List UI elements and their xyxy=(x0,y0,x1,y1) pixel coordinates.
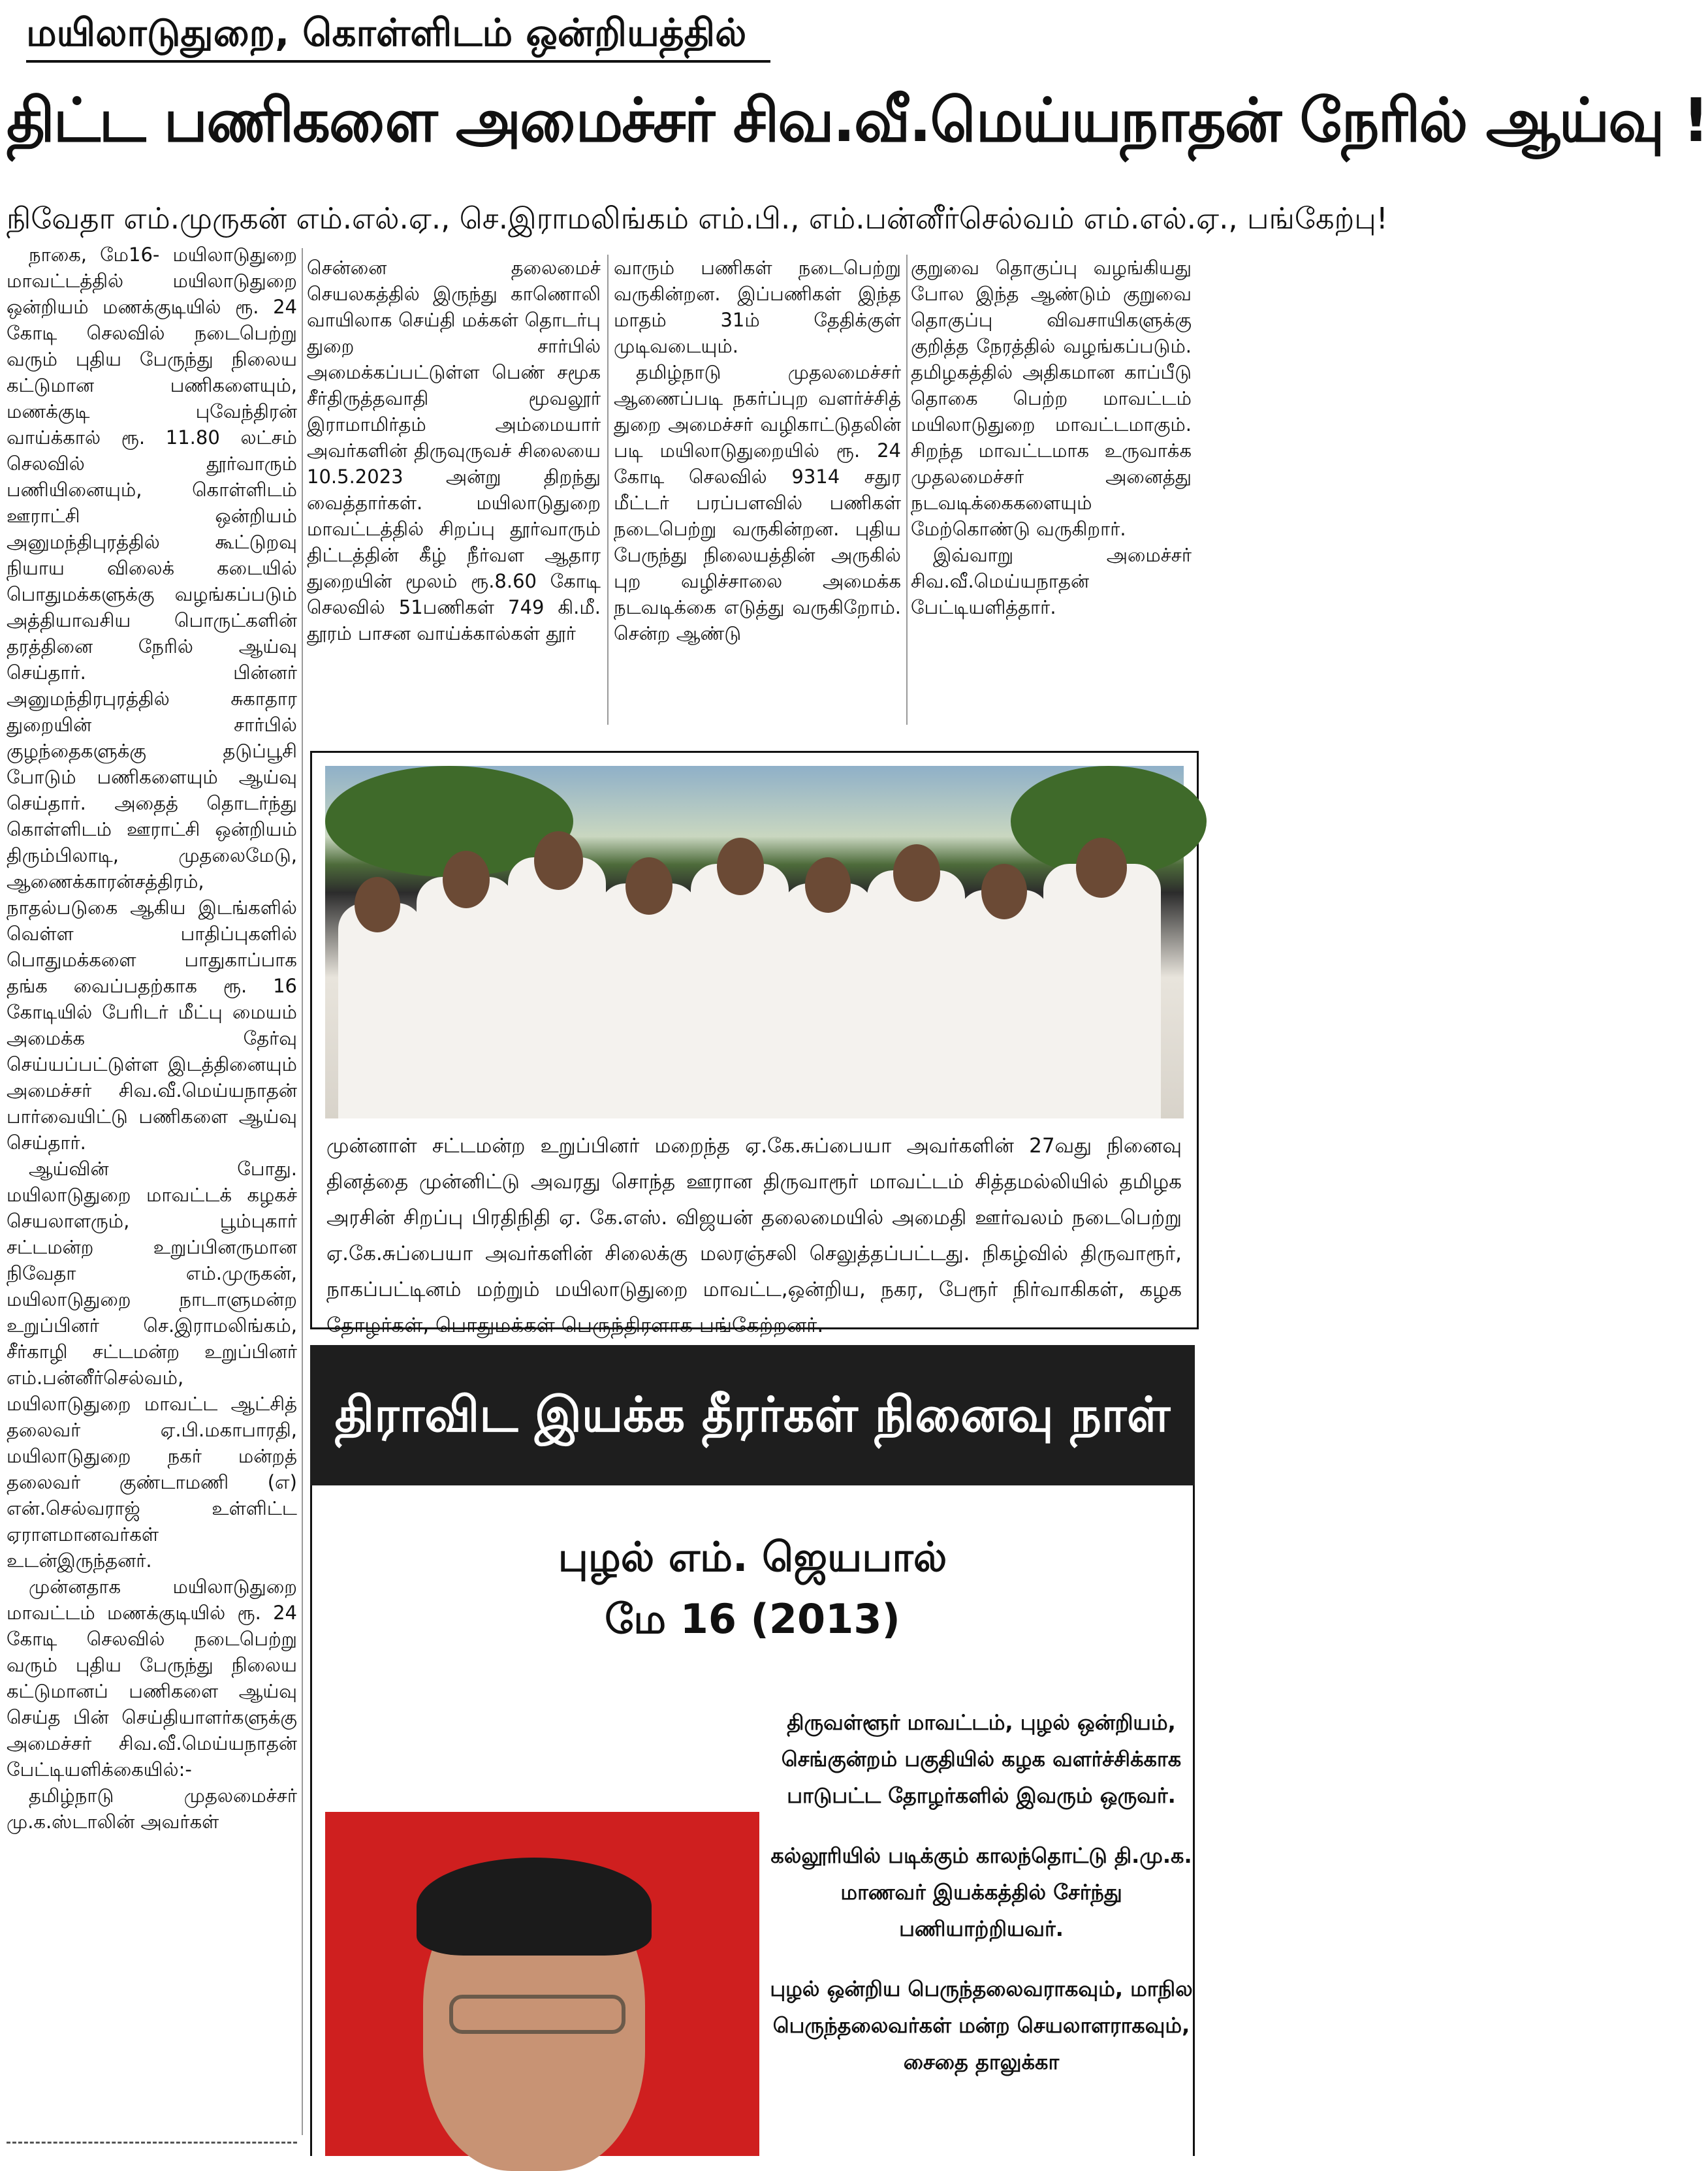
subheadline: நிவேதா எம்.முருகன் எம்.எல்.ஏ., செ.இராமலிங்கம் எம்.பி., எம்.பன்னீர்செல்வம் எம்.எல்.ஏ., பங்கேற்பு! xyxy=(7,201,1388,236)
memorial-name: புழல் எம். ஜெயபால் xyxy=(558,1533,947,1581)
article-column-3 xyxy=(614,255,901,725)
group-photo xyxy=(325,766,1184,1118)
memorial-date: மே 16 (2013) xyxy=(605,1595,900,1643)
article-paragraph: முன்னதாக மயிலாடுதுறை மாவட்டம் மணக்குடியில் ரூ. 24 கோடி செலவில் நடைபெற்று வரும் புதிய பேருந்து நிலைய கட்டுமானப் பணிகளை ஆய்வு செய்த பின் செய்தியாளர்களுக்கு அமைச்சர் சிவ.வீ.மெய்யநாதன் பேட்டியளிக்கையில்:- xyxy=(7,1576,297,1781)
column-end-divider xyxy=(7,2142,297,2144)
article-paragraph: ஆய்வின் போது. மயிலாடுதுறை மாவட்டக் கழகச் செயலாளரும், பூம்புகார் சட்டமன்ற உறுப்பினருமான நிவேதா எம்.முருகன், மயிலாடுதுறை நாடாளுமன்ற உறுப்பினர் செ.இராமலிங்கம், சீர்காழி சட்டமன்ற உறுப்பினர் எம்.பன்னீர்செல்வம், மயிலாடுதுறை மாவட்ட ஆட்சித் தலைவர் ஏ.பி.மகாபாரதி, மயிலாடுதுறை நகர் மன்றத் தலைவர் குண்டாமணி (எ) என்.செல்வராஜ் உள்ளிட்ட ஏராளமானவர்கள் உடன்இருந்தனர். xyxy=(7,1158,297,1572)
memorial-portrait xyxy=(325,1812,759,2156)
column-divider xyxy=(607,255,609,725)
article-paragraph: சென்னை தலைமைச் செயலகத்தில் இருந்து காணொலி வாயிலாக செய்தி மக்கள் தொடர்பு துறை சார்பில் அமைக்கப்பட்டுள்ள பெண் சமூக சீர்திருத்தவாதி மூவலூர் இராமாமிர்தம் அம்மையார் அவர்களின் திருவுருவச் சிலையை 10.5.2023 அன்று திறந்து வைத்தார்கள். மயிலாடுதுறை மாவட்டத்தில் சிறப்பு தூர்வாரும் திட்டத்தின் கீழ் நீர்வள ஆதார துறையின் மூலம் ரூ.8.60 கோடி செலவில் 51பணிகள் 749 கி.மீ. தூரம் பாசன வாய்க்கால்கள் தூர் xyxy=(307,257,601,644)
memorial-paragraph: கல்லூரியில் படிக்கும் காலந்தொட்டு தி.மு.க. மாணவர் இயக்கத்தில் சேர்ந்து பணியாற்றியவர். xyxy=(770,1843,1192,1941)
memorial-section xyxy=(310,1485,1195,2156)
article-column-4 xyxy=(911,255,1192,725)
article-paragraph: குறுவை தொகுப்பு வழங்கியது போல இந்த ஆண்டும் குறுவை தொகுப்பு விவசாயிகளுக்கு குறித்த நேரத்தில் வழங்கப்படும். தமிழகத்தில் அதிகமான காப்பீடு தொகை பெற்ற மாவட்டம் மயிலாடுதுறை மாவட்டமாகும். சிறந்த மாவட்டமாக உருவாக்க முதலமைச்சர் அனைத்து நடவடிக்கைகளையும் மேற்கொண்டு வருகிறார். xyxy=(911,257,1192,540)
memorial-text xyxy=(769,1704,1194,2104)
article-paragraph: நாகை, மே16- மயிலாடுதுறை மாவட்டத்தில் மயிலாடுதுறை ஒன்றியம் மணக்குடியில் ரூ. 24 கோடி செலவில் நடைபெற்று வரும் புதிய பேருந்து நிலைய கட்டுமான பணிகளையும், மணக்குடி புவேந்திரன் வாய்க்கால் ரூ. 11.80 லட்சம் செலவில் தூர்வாரும் பணியினையும், கொள்ளிடம் ஊராட்சி ஒன்றியம் அனுமந்திபுரத்தில் கூட்டுறவு நியாய விலைக் கடையில் பொதுமக்களுக்கு வழங்கப்படும் அத்தியாவசிய பொருட்களின் தரத்தினை நேரில் ஆய்வு செய்தார். பின்னர் அனுமந்திரபுரத்தில் சுகாதார துறையின் சார்பில் குழந்தைகளுக்கு தடுப்பூசி போடும் பணிகளையும் ஆய்வு செய்தார். அதைத் தொடர்ந்து கொள்ளிடம் ஊராட்சி ஒன்றியம் திரும்பிலாடி, முதலைமேடு, ஆணைக்காரன்சத்திரம், நாதல்படுகை ஆகிய இடங்களில் வெள்ள பாதிப்புகளில் பொதுமக்களை பாதுகாப்பாக தங்க வைப்பதற்காக ரூ. 16 கோடியில் பேரிடர் மீட்பு மையம் அமைக்க தேர்வு செய்யப்பட்டுள்ள இடத்தினையும் அமைச்சர் சிவ.வீ.மெய்யநாதன் பார்வையிட்டு பணிகளை ஆய்வு செய்தார். xyxy=(7,244,297,1154)
article-paragraph: தமிழ்நாடு முதலமைச்சர் ஆணைப்படி நகர்ப்புற வளர்ச்சித் துறை அமைச்சர் வழிகாட்டுதலின் படி மயிலாடுதுறையில் ரூ. 24 கோடி செலவில் 9314 சதுர மீட்டர் பரப்பளவில் பணிகள் நடைபெற்று வருகின்றன. புதிய பேருந்து நிலையத்தின் அருகில் புற வழிச்சாலை அமைக்க நடவடிக்கை எடுத்து வருகிறோம். சென்ற ஆண்டு xyxy=(614,361,901,644)
memorial-paragraph: திருவள்ளூர் மாவட்டம், புழல் ஒன்றியம், செங்குன்றம் பகுதியில் கழக வளர்ச்சிக்காக பாடுபட்ட தோழர்களில் இவரும் ஒருவர். xyxy=(781,1710,1182,1808)
column-divider xyxy=(906,255,908,725)
article-paragraph: தமிழ்நாடு முதலமைச்சர் மு.க.ஸ்டாலின் அவர்கள் xyxy=(7,1784,297,1833)
memorial-paragraph: புழல் ஒன்றிய பெருந்தலைவராகவும், மாநில பெருந்தலைவர்கள் மன்ற செயலாளராகவும், சைதை தாலுக்கா xyxy=(770,1976,1193,2074)
memorial-banner: திராவிட இயக்க தீரர்கள் நினைவு நாள் xyxy=(310,1345,1195,1485)
photo-feature xyxy=(310,751,1199,1337)
column-divider xyxy=(302,248,303,2135)
article-column-1 xyxy=(7,242,297,2142)
page-headline: திட்ட பணிகளை அமைச்சர் சிவ.வீ.மெய்யநாதன் நேரில் ஆய்வு ! xyxy=(7,86,1708,155)
article-column-2 xyxy=(307,255,601,725)
article-paragraph: இவ்வாறு அமைச்சர் சிவ.வீ.மெய்யநாதன் பேட்டியளித்தார். xyxy=(911,544,1192,618)
kicker-heading: மயிலாடுதுறை, கொள்ளிடம் ஒன்றியத்தில் xyxy=(26,7,770,63)
article-paragraph: வாரும் பணிகள் நடைபெற்று வருகின்றன. இப்பணிகள் இந்த மாதம் 31ம் தேதிக்குள் முடிவடையும். xyxy=(614,257,901,357)
photo-caption: முன்னாள் சட்டமன்ற உறுப்பினர் மறைந்த ஏ.கே.சுப்பையா அவர்களின் 27வது நினைவு தினத்தை முன்னிட்டு அவரது சொந்த ஊரான திருவாரூர் மாவட்டம் சித்தமல்லியில் தமிழக அரசின் சிறப்பு பிரதிநிதி ஏ. கே.எஸ். விஜயன் தலைமையில் அமைதி ஊர்வலம் நடைபெற்று ஏ.கே.சுப்பையா அவர்களின் சிலைக்கு மலரஞ்சலி செலுத்தப்பட்டது. நிகழ்வில் திருவாரூர், நாகப்பட்டினம் மற்றும் மயிலாடுதுறை மாவட்ட,ஒன்றிய, நகர, பேரூர் நிர்வாகிகள், கழக தோழர்கள், பொதுமக்கள் பெருந்திரளாக பங்கேற்றனர். xyxy=(326,1134,1182,1337)
